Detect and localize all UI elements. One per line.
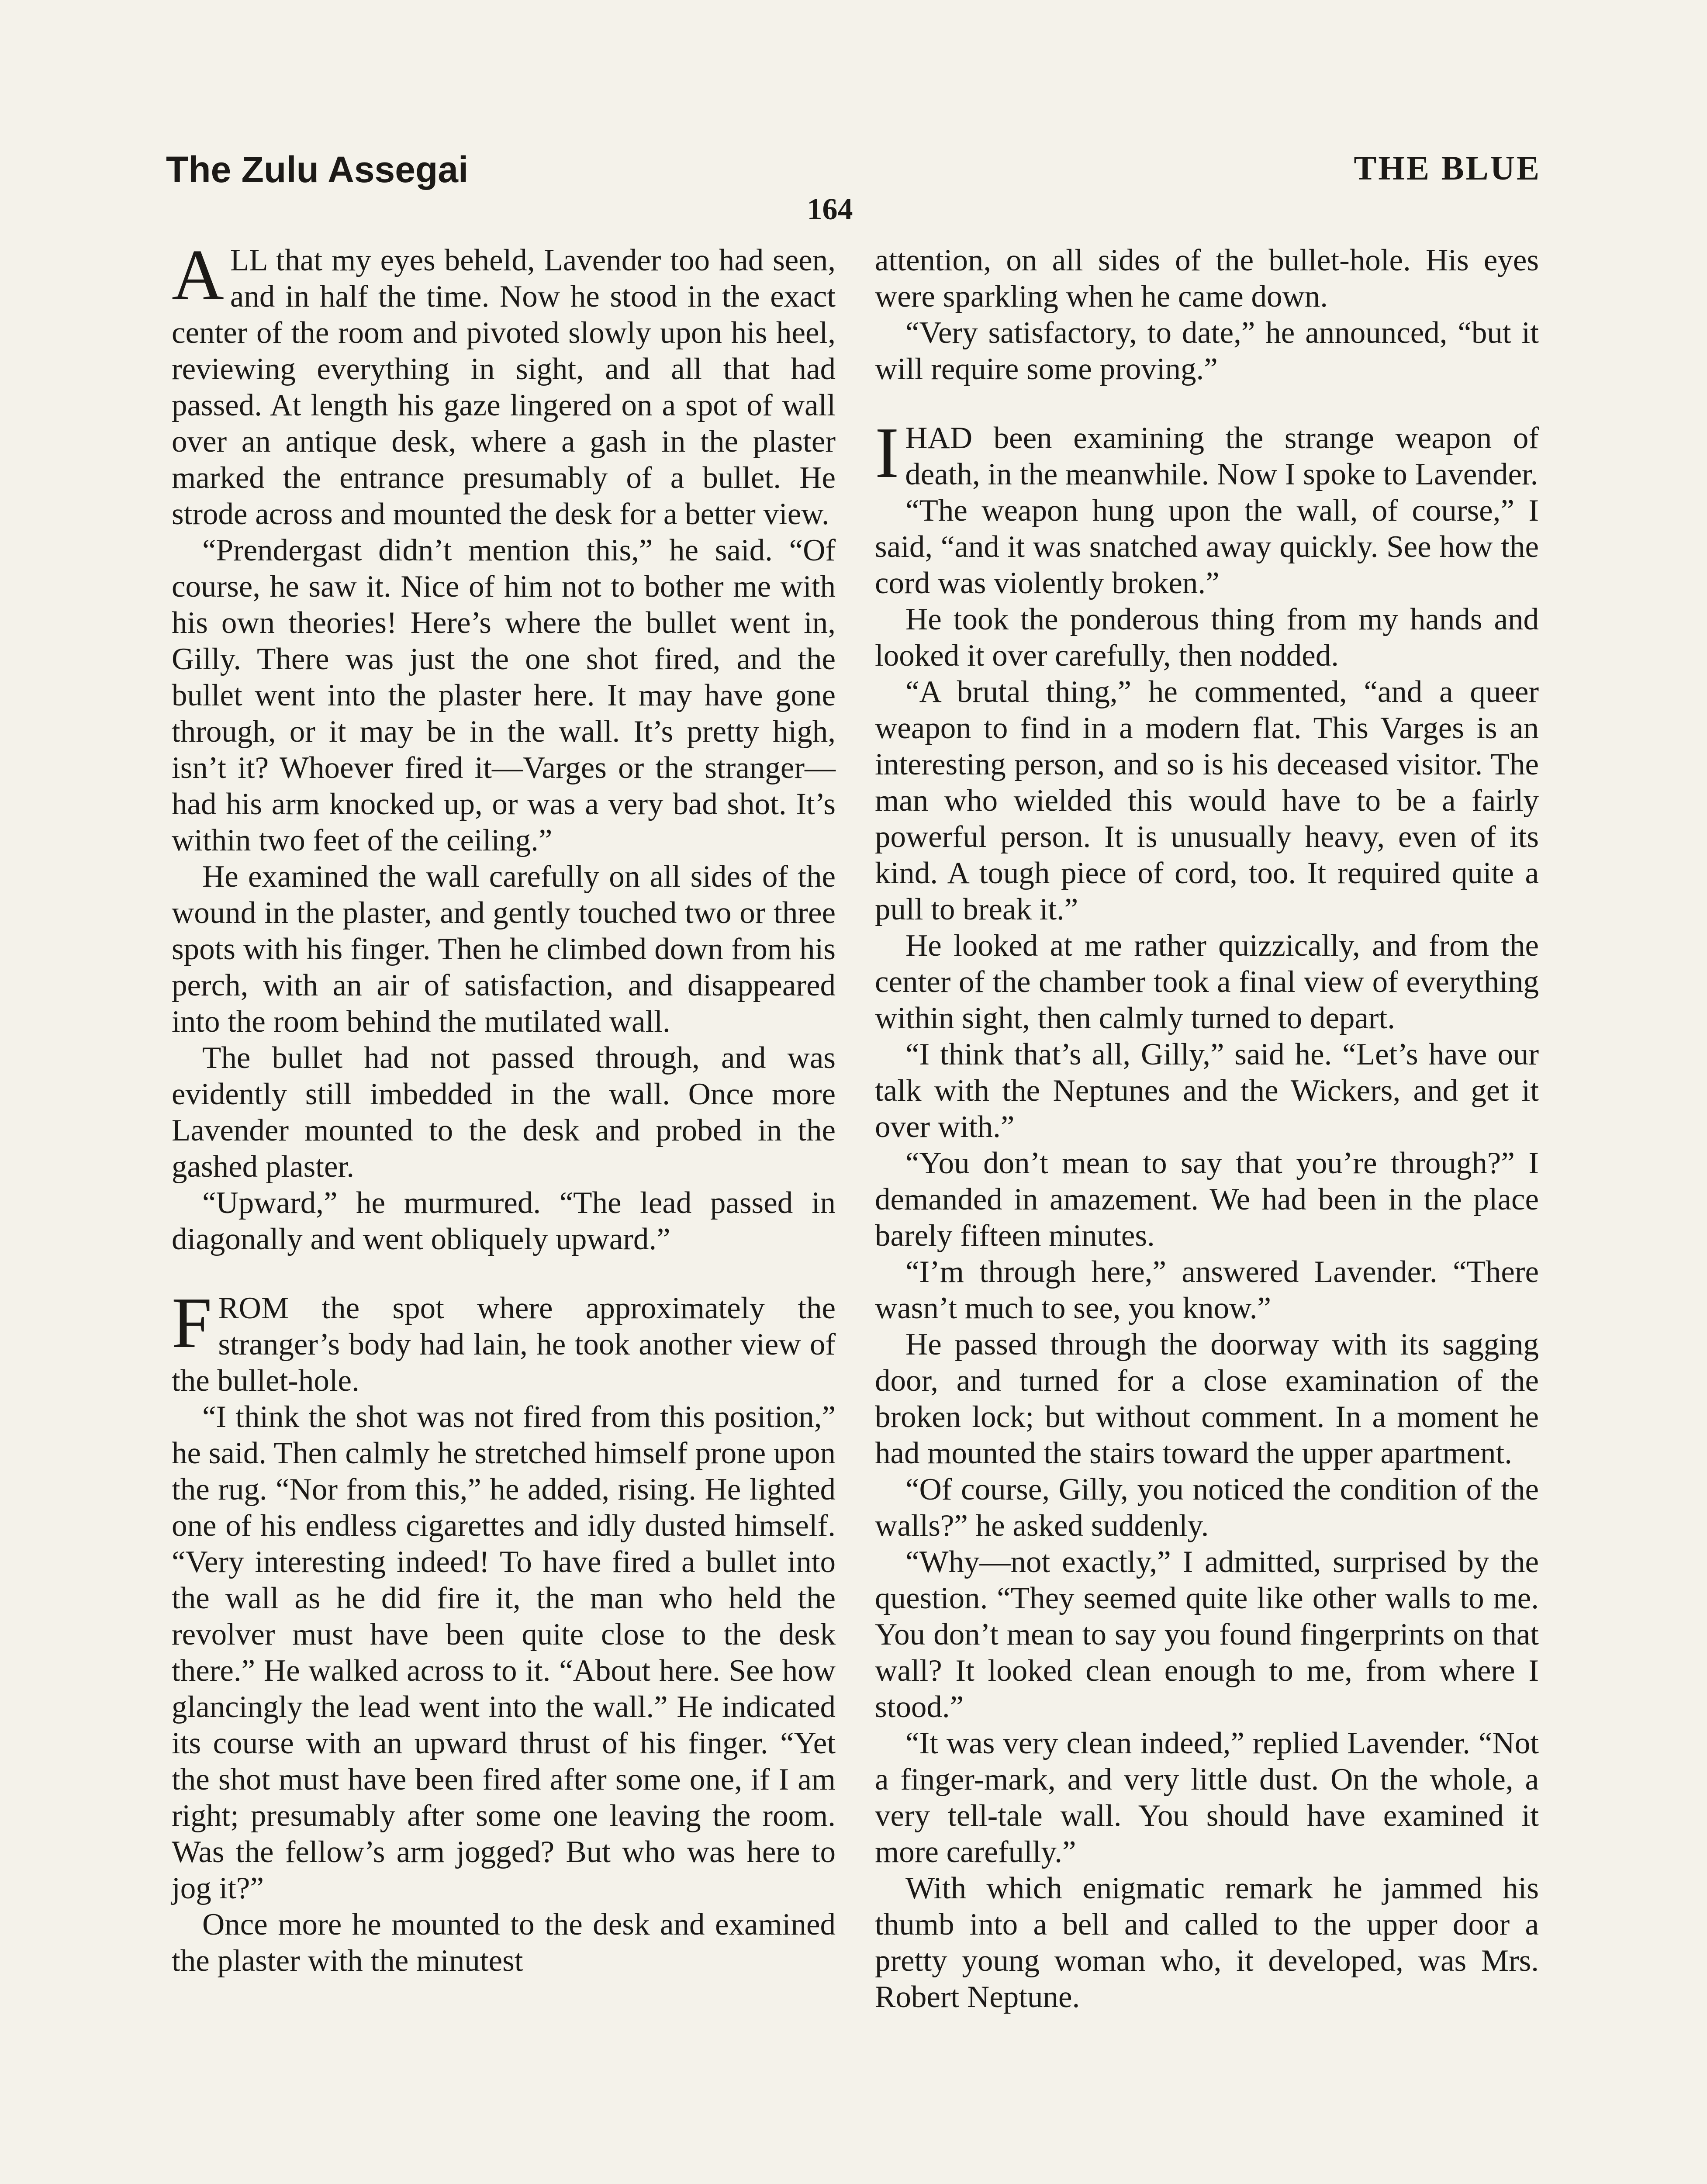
paragraph: “You don’t mean to say that you’re through?” I demanded in amazement. We had been in the place barely fifteen minutes.: [875, 1146, 1539, 1253]
section-break-paragraph: IHAD been examining the strange weapon of death, in the meanwhile. Now I spoke to Lavender.: [875, 412, 1539, 493]
paragraph: ALL that my eyes beheld, Lavender too had seen, and in half the time. Now he stood in the exact center of the room and pivoted slowly upon his heel, reviewing everything in sight, and all that had passed. At length his gaze lingered on a spot of wall over an antique desk, where a gash in the plaster marked the entrance presumably of a bullet. He strode across and mounted the desk for a better view.: [172, 235, 836, 531]
drop-cap: I: [875, 412, 899, 493]
page-number: 164: [807, 193, 853, 226]
paragraph: “Of course, Gilly, you noticed the condition of the walls?” he asked suddenly.: [875, 1472, 1539, 1543]
magazine-title: THE BLUE: [1354, 149, 1541, 187]
paragraph: “Upward,” he murmured. “The lead passed in diagonally and went obliquely upward.”: [172, 1186, 836, 1256]
drop-cap: F: [172, 1282, 212, 1363]
drop-cap: A: [172, 235, 224, 315]
paragraph: “The weapon hung upon the wall, of course,” I said, “and it was snatched away quickly. See how the cord was violently broken.”: [875, 494, 1539, 600]
paragraph: He examined the wall carefully on all sides of the wound in the plaster, and gently touched two or three spots with his finger. Then he climbed down from his perch, with an air of satisfaction, and disappeared into the room behind the mutilated wall.: [172, 860, 836, 1039]
paragraph: He took the ponderous thing from my hands and looked it over carefully, then nodded.: [875, 602, 1539, 673]
paragraph: “A brutal thing,” he commented, “and a queer weapon to find in a modern flat. This Varges is an interesting person, and so is his deceased visitor. The man who wielded this would have to be a fairly powerful person. It is unusually heavy, even of its kind. A tough piece of cord, too. It required quite a pull to break it.”: [875, 675, 1539, 926]
paragraph: Once more he mounted to the desk and examined the plaster with the minutest: [172, 1908, 836, 1978]
story-title: The Zulu Assegai: [166, 149, 469, 190]
section-break-paragraph: FROM the spot where approximately the stranger’s body had lain, he took another view of the bullet-hole.: [172, 1282, 836, 1398]
right-column: [875, 242, 1539, 2015]
paragraph: He passed through the doorway with its sagging door, and turned for a close examination of the broken lock; but without comment. In a moment he had mounted the stairs toward the upper apartment.: [875, 1327, 1539, 1470]
paragraph: “It was very clean indeed,” replied Lavender. “Not a finger-mark, and very little dust. On the whole, a very tell-tale wall. You should have examined it more carefully.”: [875, 1726, 1539, 1869]
paragraph: “Why—not exactly,” I admitted, surprised by the question. “They seemed quite like other walls to me. You don’t mean to say you found fingerprints on that wall? It looked clean enough to me, from where I stood.”: [875, 1545, 1539, 1724]
paragraph: attention, on all sides of the bullet-hole. His eyes were sparkling when he came down.: [875, 243, 1539, 314]
paragraph: He looked at me rather quizzically, and from the center of the chamber took a final view of everything within sight, then calmly turned to depart.: [875, 929, 1539, 1035]
paragraph: “Prendergast didn’t mention this,” he said. “Of course, he saw it. Nice of him not to bother me with his own theories! Here’s where the bullet went in, Gilly. There was just the one shot fired, and the bullet went into the plaster here. It may have gone through, or it may be in the wall. It’s pretty high, isn’t it? Whoever fired it—Varges or the stranger—had his arm knocked up, or was a very bad shot. It’s within two feet of the ceiling.”: [172, 533, 836, 857]
paragraph: “Very satisfactory, to date,” he announced, “but it will require some proving.”: [875, 316, 1539, 386]
paragraph: “I think that’s all, Gilly,” said he. “Let’s have our talk with the Neptunes and the Wickers, and get it over with.”: [875, 1037, 1539, 1144]
paragraph: The bullet had not passed through, and was evidently still imbedded in the wall. Once more Lavender mounted to the desk and probed in the gashed plaster.: [172, 1041, 836, 1184]
paragraph: “I’m through here,” answered Lavender. “There wasn’t much to see, you know.”: [875, 1255, 1539, 1325]
paragraph: With which enigmatic remark he jammed his thumb into a bell and called to the upper door a pretty young woman who, it developed, was Mrs. Robert Neptune.: [875, 1871, 1539, 2014]
left-column: [172, 235, 836, 1979]
paragraph: “I think the shot was not fired from this position,” he said. Then calmly he stretched himself prone upon the rug. “Nor from this,” he added, rising. He lighted one of his endless cigarettes and idly dusted himself. “Very interesting indeed! To have fired a bullet into the wall as he did fire it, the man who held the revolver must have been quite close to the desk there.” He walked across to it. “About here. See how glancingly the lead went into the wall.” He indicated its course with an upward thrust of his finger. “Yet the shot must have been fired after some one, if I am right; presumably after some one leaving the room. Was the fellow’s arm jogged? But who was here to jog it?”: [172, 1400, 836, 1905]
